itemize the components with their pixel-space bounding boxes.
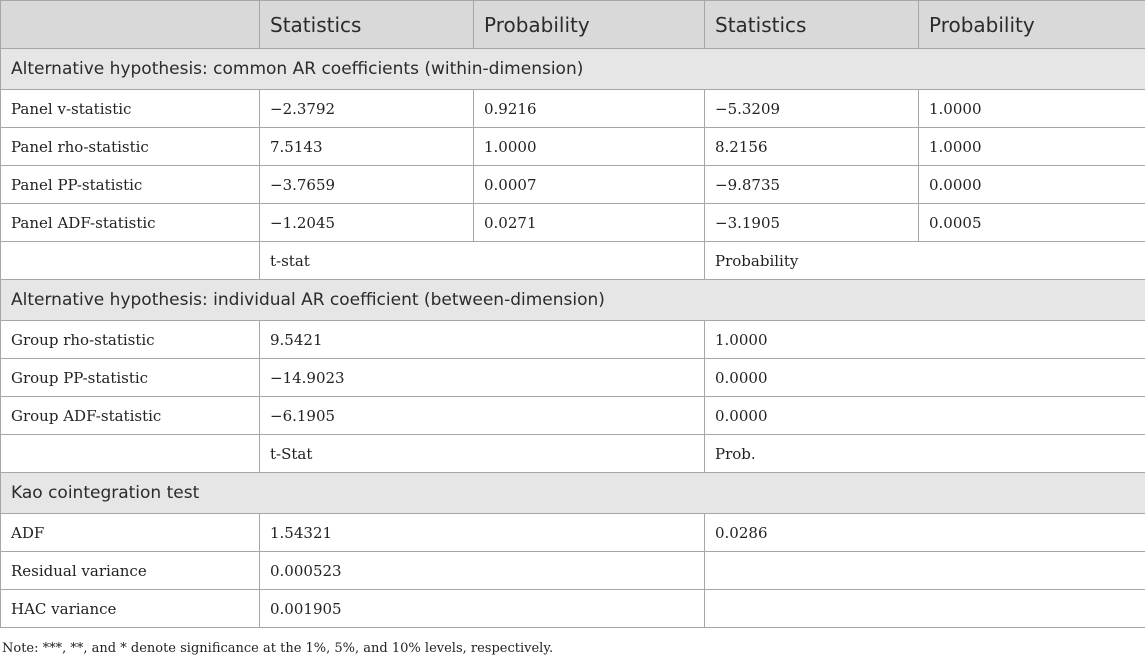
cell-value: 0.0000 [705,359,1145,397]
header-cell-label [1,1,260,49]
cell-value: −2.3792 [260,90,474,128]
section-row-kao [1,473,1145,514]
cell-value: 1.0000 [919,128,1145,166]
cell-value: 1.0000 [919,90,1145,128]
section-title-kao: Kao cointegration test [1,473,1145,514]
table-row [1,359,1145,397]
subheader-probability: Probability [705,242,1145,280]
subheader-prob: Prob. [705,435,1145,473]
cell-value: 0.0286 [705,514,1145,552]
table-row [1,590,1145,628]
subheader-row-kao [1,435,1145,473]
row-label: Panel v-statistic [1,90,260,128]
cell-value [705,590,1145,628]
row-label: Group ADF-statistic [1,397,260,435]
row-label: ADF [1,514,260,552]
cell-value: 0.0271 [474,204,705,242]
table-note: Note: ***, **, and * denote significance at the 1%, 5%, and 10% levels, respectively. [2,641,554,656]
cell-value: 9.5421 [260,321,705,359]
cell-value: −14.9023 [260,359,705,397]
cell-value: −9.8735 [705,166,919,204]
section-row-within [1,49,1145,90]
cell-value: −5.3209 [705,90,919,128]
row-label: Panel PP-statistic [1,166,260,204]
table-row [1,552,1145,590]
header-cell-probability-1: Probability [474,1,705,49]
table-row [1,397,1145,435]
row-label: HAC variance [1,590,260,628]
cell-value: 0.9216 [474,90,705,128]
cell-value: 0.0000 [919,166,1145,204]
cell-value: 1.0000 [705,321,1145,359]
table-row [1,166,1145,204]
table-row [1,128,1145,166]
cell-value: 7.5143 [260,128,474,166]
cell-value: 0.000523 [260,552,705,590]
cell-value: 0.0000 [705,397,1145,435]
subheader-t-stat: t-stat [260,242,705,280]
cell-value: 0.001905 [260,590,705,628]
cell-value: −1.2045 [260,204,474,242]
table-row [1,204,1145,242]
header-cell-statistics-1: Statistics [260,1,474,49]
header-cell-statistics-2: Statistics [705,1,919,49]
row-label: Panel ADF-statistic [1,204,260,242]
subheader-label [1,435,260,473]
table-row [1,321,1145,359]
cell-value: −6.1905 [260,397,705,435]
cell-value [705,552,1145,590]
table-row [1,514,1145,552]
cell-value: 8.2156 [705,128,919,166]
header-row [1,1,1145,49]
subheader-row-between [1,242,1145,280]
cell-value: 1.54321 [260,514,705,552]
header-cell-probability-2: Probability [919,1,1145,49]
row-label: Residual variance [1,552,260,590]
cell-value: −3.1905 [705,204,919,242]
row-label: Group rho-statistic [1,321,260,359]
row-label: Panel rho-statistic [1,128,260,166]
section-title-between: Alternative hypothesis: individual AR coefficient (between-dimension) [1,280,1145,321]
subheader-t-stat: t-Stat [260,435,705,473]
cell-value: 0.0005 [919,204,1145,242]
cell-value: 0.0007 [474,166,705,204]
subheader-label [1,242,260,280]
cell-value: −3.7659 [260,166,474,204]
table-row [1,90,1145,128]
section-title-within: Alternative hypothesis: common AR coefficients (within-dimension) [1,49,1145,90]
row-label: Group PP-statistic [1,359,260,397]
cell-value: 1.0000 [474,128,705,166]
section-row-between [1,280,1145,321]
